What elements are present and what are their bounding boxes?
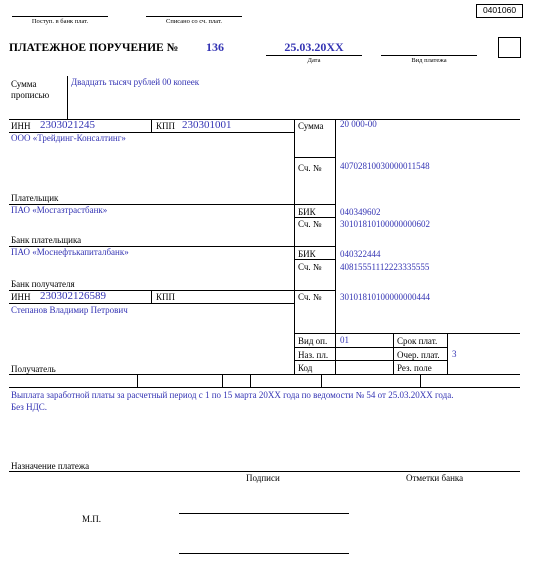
code-label: Код — [298, 363, 313, 373]
grid-line — [447, 333, 448, 374]
priority: 3 — [452, 349, 457, 359]
amount-words-label-2: прописью — [11, 90, 50, 100]
recipient-account: 30101810100000000444 — [340, 292, 430, 302]
recipient-bank-bik-label: БИК — [298, 249, 316, 259]
payer-kpp: 230301001 — [182, 119, 232, 131]
amount-words-divider — [67, 76, 68, 119]
status-box[interactable] — [498, 37, 521, 58]
received-bank-line — [12, 16, 108, 17]
payer-inn-label: ИНН — [11, 121, 31, 131]
sum-label: Сумма — [298, 121, 324, 131]
purpose-label: Назначение платежа — [11, 461, 90, 471]
grid-line — [393, 333, 394, 374]
purpose-text-1: Выплата заработной платы за расчетный период с 1 по 15 марта 20ХХ года по ведомости № 54 от 25.03.20ХХ года. — [11, 390, 454, 400]
payer-bank-name: ПАО «Мосгазтрастбанк» — [11, 205, 108, 215]
recipient-bank-corr: 40815551112223335555 — [340, 262, 430, 272]
grid-line — [250, 374, 251, 387]
grid-line — [420, 374, 421, 387]
due-date-label: Срок плат. — [397, 336, 438, 346]
reserve-label: Рез. поле — [397, 363, 432, 373]
signature-line-2[interactable] — [179, 553, 349, 554]
amount-words-label-1: Сумма — [11, 79, 37, 89]
payer-inn: 2303021245 — [40, 119, 95, 131]
recipient-inn-label: ИНН — [11, 292, 31, 302]
bank-marks-label: Отметки банка — [406, 473, 464, 483]
payer-bank-label: Банк плательщика — [11, 235, 82, 245]
grid-line — [137, 374, 138, 387]
payer-account-label: Сч. № — [298, 163, 322, 173]
recipient-account-label: Сч. № — [298, 292, 322, 302]
payer-kpp-label: КПП — [156, 121, 176, 131]
payment-type-label: Вид платежа — [411, 57, 447, 64]
date-line — [266, 55, 362, 56]
grid-line — [151, 119, 152, 132]
recipient-kpp-label: КПП — [156, 292, 176, 302]
signature-line-1[interactable] — [179, 513, 349, 514]
grid-line — [9, 387, 520, 388]
recipient-bank-label: Банк получателя — [11, 279, 75, 289]
grid-line — [294, 347, 447, 348]
grid-line — [294, 157, 335, 158]
order-date: 25.03.20XX — [284, 40, 344, 54]
form-code: 0401060 — [482, 5, 517, 15]
purpose-code-label: Наз. пл. — [298, 350, 329, 360]
payer-bank-corr: 30101810100000000602 — [340, 219, 430, 229]
payer-name: ООО «Трейдинг-Консалтинг» — [11, 133, 126, 143]
date-label: Дата — [307, 57, 321, 64]
payer-account: 40702810030000011548 — [340, 161, 430, 171]
received-bank-label: Поступ. в банк плат. — [31, 18, 89, 25]
recipient-inn: 230302126589 — [40, 290, 106, 302]
grid-line — [222, 374, 223, 387]
payer-bank-corr-label: Сч. № — [298, 219, 322, 229]
debited-label: Списано со сч. плат. — [166, 18, 222, 25]
amount-words-value: Двадцать тысяч рублей 00 копеек — [71, 77, 200, 87]
grid-line — [9, 374, 520, 375]
signatures-label: Подписи — [246, 473, 280, 483]
grid-line — [294, 333, 520, 334]
grid-line — [9, 303, 294, 304]
recipient-name: Степанов Владимир Петрович — [11, 305, 128, 315]
payer-bank-bik-label: БИК — [298, 207, 316, 217]
grid-line — [335, 119, 336, 374]
op-type-label: Вид оп. — [298, 336, 328, 346]
debited-line — [146, 16, 242, 17]
order-number: 136 — [206, 40, 224, 54]
purpose-text-2: Без НДС. — [11, 402, 47, 412]
page-title: ПЛАТЕЖНОЕ ПОРУЧЕНИЕ № — [9, 42, 179, 54]
recipient-bank-name: ПАО «Моснефтькапиталбанк» — [11, 247, 129, 257]
recipient-bank-bik: 040322444 — [340, 249, 381, 259]
payer-bank-bik: 040349602 — [340, 207, 381, 217]
grid-line — [151, 290, 152, 303]
op-type: 01 — [340, 335, 349, 345]
stamp-label: М.П. — [82, 514, 102, 524]
priority-label: Очер. плат. — [397, 350, 440, 360]
recipient-bank-corr-label: Сч. № — [298, 262, 322, 272]
payer-label: Плательщик — [11, 193, 59, 203]
payment-type-line — [381, 55, 477, 56]
recipient-label: Получатель — [11, 364, 56, 374]
sum-value: 20 000-00 — [340, 119, 377, 129]
grid-line — [321, 374, 322, 387]
